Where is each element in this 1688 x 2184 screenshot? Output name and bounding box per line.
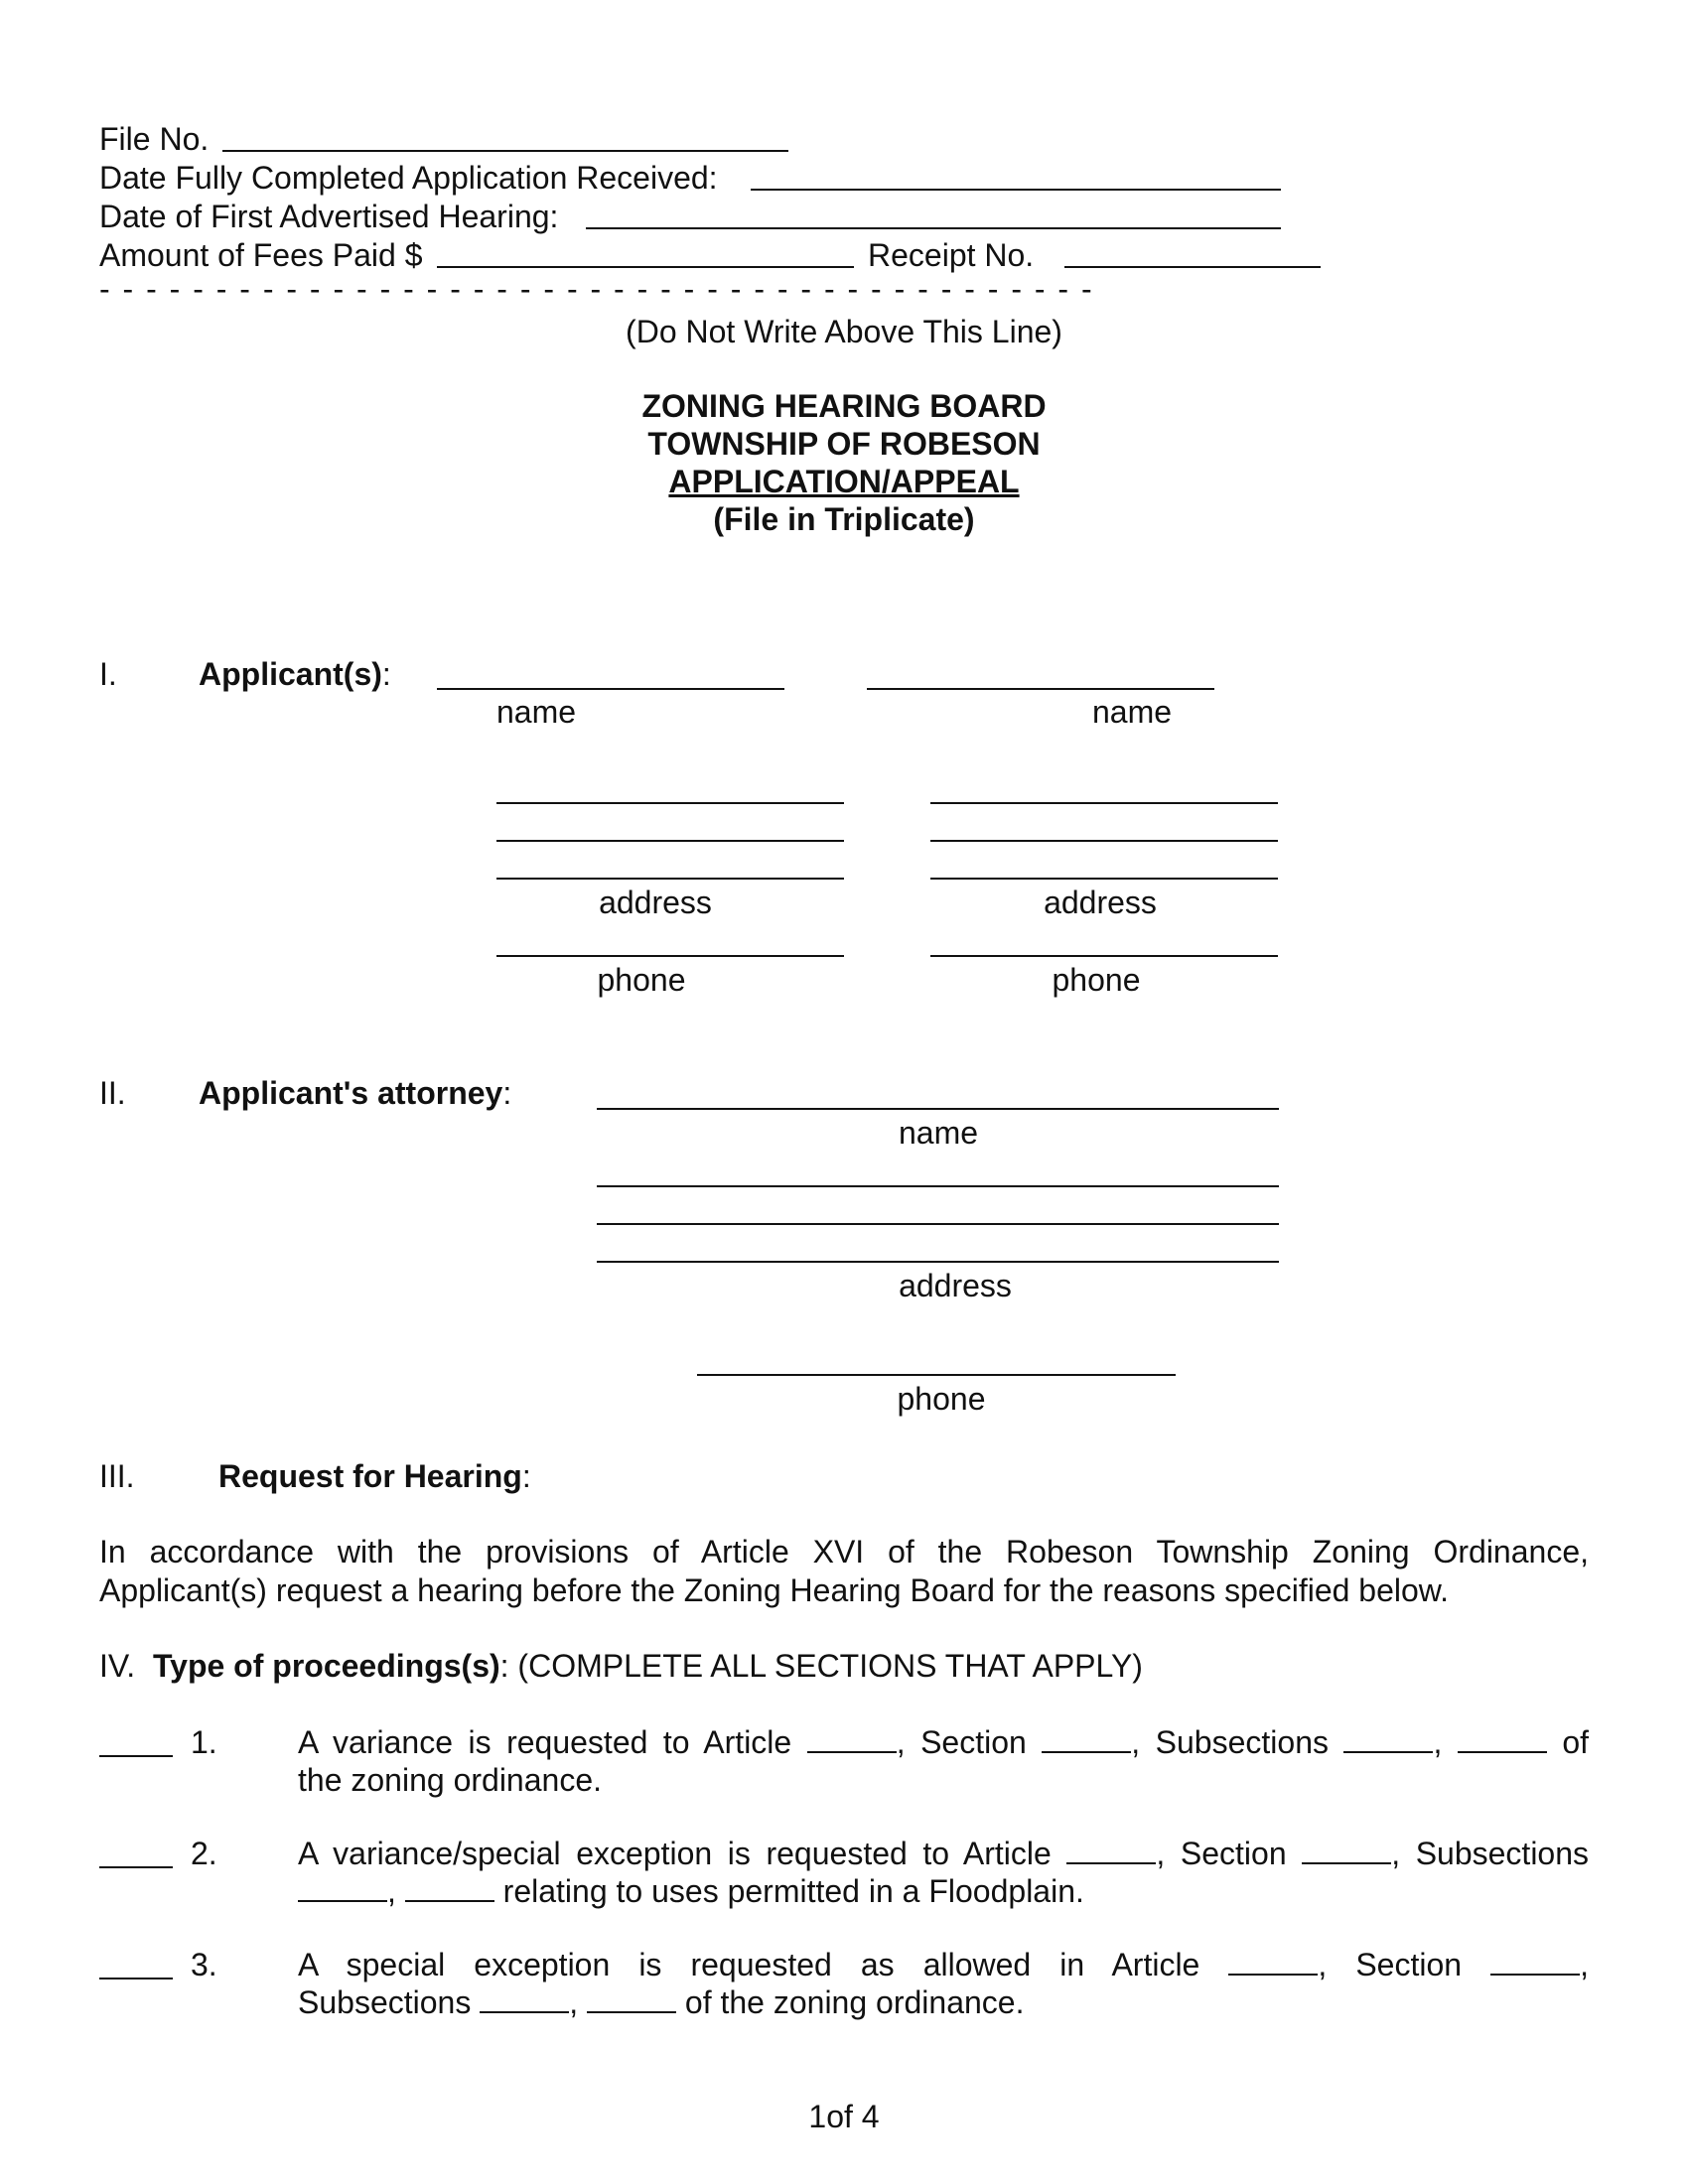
item-1-subsection-blank-1[interactable] — [1343, 1750, 1433, 1753]
item-2-text-a: A variance/special exception is requested to Article — [298, 1836, 1052, 1871]
applicant-2-name-field[interactable] — [867, 688, 1214, 690]
township-title: TOWNSHIP OF ROBESON — [647, 426, 1041, 462]
item-3-text-f: of the zoning ordinance. — [684, 1984, 1025, 2020]
applicant-2-address-caption: address — [1044, 885, 1157, 920]
item-2-text-e: relating to uses permitted in a Floodplain. — [502, 1873, 1084, 1909]
item-2-subsection-blank-2[interactable] — [405, 1899, 494, 1902]
section-2-colon: : — [502, 1075, 512, 1111]
item-2-subsection-blank-1[interactable] — [298, 1899, 387, 1902]
item-2-number: 2. — [191, 1836, 217, 1871]
item-1-text-b: , Section — [896, 1724, 1027, 1760]
date-received-field[interactable] — [751, 189, 1281, 191]
item-1-text-c: , Subsections — [1131, 1724, 1329, 1760]
item-3-article-blank[interactable] — [1228, 1973, 1318, 1976]
attorney-address-line-1[interactable] — [597, 1185, 1279, 1187]
attorney-phone-caption: phone — [897, 1381, 986, 1417]
applicant-1-address-line-1[interactable] — [496, 802, 844, 804]
item-2-article-blank[interactable] — [1066, 1861, 1156, 1864]
item-1-number: 1. — [191, 1724, 217, 1760]
item-2-line-1 — [298, 1835, 1589, 1872]
item-1-line-1 — [298, 1723, 1589, 1761]
fees-paid-field[interactable] — [437, 266, 854, 268]
date-hearing-label: Date of First Advertised Hearing: — [99, 199, 559, 234]
board-title: ZONING HEARING BOARD — [641, 388, 1047, 424]
do-not-write-note: (Do Not Write Above This Line) — [626, 314, 1062, 349]
fees-paid-label: Amount of Fees Paid $ — [99, 237, 423, 273]
applicant-1-phone-caption: phone — [597, 962, 686, 998]
separator-dashes: - - - - - - - - - - - - - - - - - - - - - - - - - - - - - - - - - - - - - - - - - - - — [99, 271, 1094, 307]
item-1-line-2: the zoning ordinance. — [298, 1762, 602, 1798]
attorney-name-field[interactable] — [597, 1108, 1279, 1110]
triplicate-note: (File in Triplicate) — [713, 501, 975, 537]
section-3-paragraph-line-2: Applicant(s) request a hearing before the Zoning Hearing Board for the reasons specified below. — [99, 1572, 1450, 1608]
attorney-name-caption: name — [898, 1115, 979, 1151]
item-3-checkbox-blank[interactable] — [99, 1978, 173, 1979]
item-1-subsection-blank-2[interactable] — [1458, 1750, 1547, 1753]
item-2-text-c: , Subsections — [1391, 1836, 1590, 1871]
item-3-text-b: , Section — [1318, 1947, 1463, 1982]
item-3-text-e: , — [569, 1984, 579, 2020]
item-2-line-2 — [298, 1872, 1084, 1910]
applicant-1-address-line-2[interactable] — [496, 840, 844, 842]
attorney-address-caption: address — [899, 1268, 1012, 1303]
item-3-text-c: , — [1580, 1947, 1589, 1982]
applicant-1-name-field[interactable] — [437, 688, 784, 690]
section-4-numeral: IV. — [99, 1648, 136, 1684]
date-received-label: Date Fully Completed Application Received: — [99, 160, 718, 196]
applicant-1-address-caption: address — [599, 885, 712, 920]
section-4-instruction: : (COMPLETE ALL SECTIONS THAT APPLY) — [499, 1648, 1143, 1684]
item-3-subsection-blank-2[interactable] — [587, 2010, 676, 2013]
section-1-numeral: I. — [99, 656, 117, 692]
file-no-label: File No. — [99, 121, 210, 157]
item-1-text-a: A variance is requested to Article — [298, 1724, 792, 1760]
applicant-1-name-caption: name — [495, 694, 577, 730]
section-2-heading — [199, 1074, 511, 1112]
section-3-paragraph-line-1: In accordance with the provisions of Article XVI of the Robeson Township Zoning Ordinance, — [99, 1534, 1589, 1570]
section-3-numeral: III. — [99, 1458, 135, 1494]
applicant-2-address-line-3[interactable] — [930, 878, 1278, 880]
applicant-1-phone-field[interactable] — [496, 955, 844, 957]
item-3-section-blank[interactable] — [1490, 1973, 1580, 1976]
date-hearing-field[interactable] — [586, 227, 1281, 229]
item-1-text-d: , — [1433, 1724, 1443, 1760]
section-3-colon: : — [521, 1458, 531, 1494]
item-1-text-e: of — [1562, 1724, 1590, 1760]
section-1-label: Applicant(s) — [199, 656, 382, 692]
section-3-heading — [218, 1457, 531, 1495]
application-title: APPLICATION/APPEAL — [668, 464, 1020, 499]
receipt-no-label: Receipt No. — [868, 237, 1035, 273]
section-1-colon: : — [381, 656, 391, 692]
item-2-section-blank[interactable] — [1302, 1861, 1391, 1864]
attorney-address-line-3[interactable] — [597, 1261, 1279, 1263]
item-3-text-d: Subsections — [298, 1984, 472, 2020]
applicant-2-address-line-2[interactable] — [930, 840, 1278, 842]
item-3-text-a: A special exception is requested as allowed in Article — [298, 1947, 1200, 1982]
item-3-line-2 — [298, 1983, 1024, 2021]
section-3-label: Request for Hearing — [218, 1458, 522, 1494]
item-2-checkbox-blank[interactable] — [99, 1866, 173, 1868]
item-3-line-1 — [298, 1946, 1589, 1983]
item-2-text-b: , Section — [1156, 1836, 1287, 1871]
section-4-label: Type of proceedings(s) — [152, 1648, 500, 1684]
section-4-heading — [99, 1647, 1143, 1685]
page-number: 1of 4 — [808, 2099, 880, 2134]
section-1-heading — [199, 655, 391, 693]
item-1-checkbox-blank[interactable] — [99, 1755, 173, 1757]
applicant-1-address-line-3[interactable] — [496, 878, 844, 880]
file-no-field[interactable] — [222, 150, 788, 152]
item-2-text-d: , — [387, 1873, 396, 1909]
attorney-address-line-2[interactable] — [597, 1223, 1279, 1225]
section-2-label: Applicant's attorney — [199, 1075, 503, 1111]
applicant-2-name-caption: name — [1091, 694, 1173, 730]
applicant-2-phone-caption: phone — [1052, 962, 1141, 998]
item-3-subsection-blank-1[interactable] — [480, 2010, 569, 2013]
section-2-numeral: II. — [99, 1075, 126, 1111]
item-1-section-blank[interactable] — [1042, 1750, 1131, 1753]
applicant-2-address-line-1[interactable] — [930, 802, 1278, 804]
item-1-article-blank[interactable] — [807, 1750, 897, 1753]
applicant-2-phone-field[interactable] — [930, 955, 1278, 957]
item-3-number: 3. — [191, 1947, 217, 1982]
receipt-no-field[interactable] — [1064, 266, 1321, 268]
attorney-phone-field[interactable] — [697, 1374, 1176, 1376]
